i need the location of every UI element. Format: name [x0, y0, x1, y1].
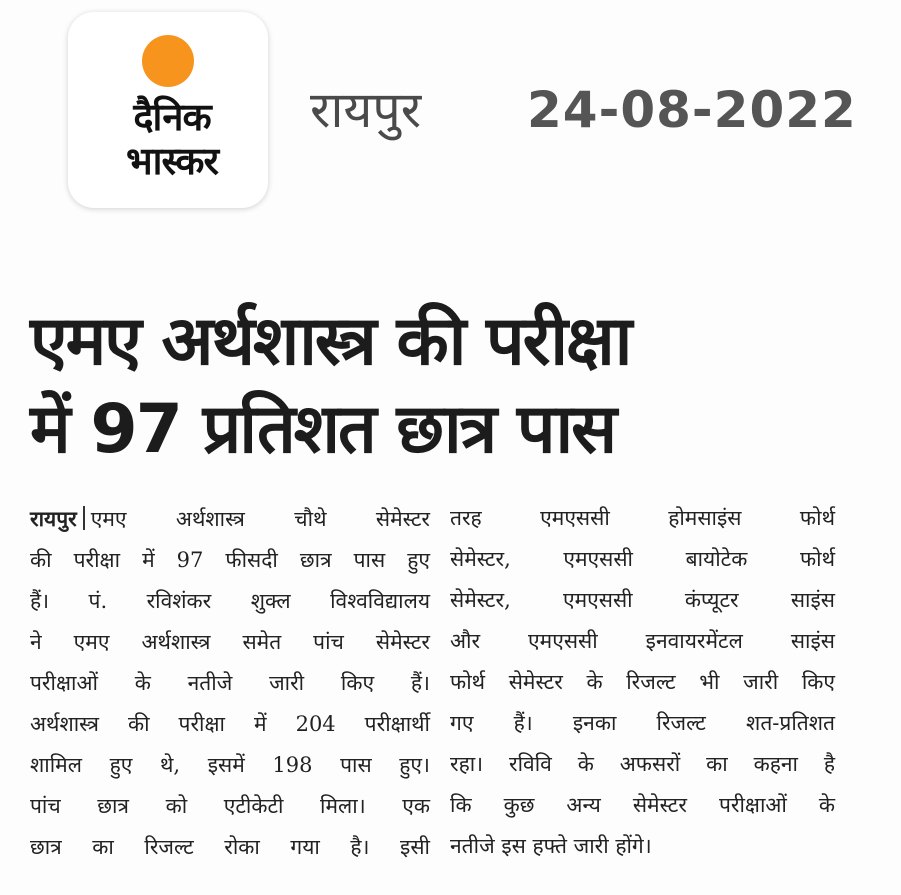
article-line: सेमेस्टर, एमएससी कंप्यूटर साइंस — [450, 588, 835, 612]
article-dateline: रायपुर — [30, 506, 77, 531]
article-line: फोर्थ सेमेस्टर के रिजल्ट भी जारी किए — [450, 670, 835, 694]
article-line: हैं। पं. रविशंकर शुक्ल विश्वविद्यालय — [30, 589, 430, 613]
article-line: सेमेस्टर, एमएससी बायोटेक फोर्थ — [450, 547, 835, 571]
article-line-text: एमए अर्थशास्त्र चौथे सेमेस्टर — [90, 507, 430, 531]
logo-text-line1: दैनिक — [133, 95, 211, 139]
article-line: शामिल हुए थे, इसमें 198 पास हुए। — [30, 753, 430, 777]
article-line: नतीजे इस हफ्ते जारी होंगे। — [450, 834, 652, 858]
headline-line2: में 97 प्रतिशत छात्र पास — [30, 390, 616, 469]
sun-icon — [142, 35, 194, 87]
article-line: अर्थशास्त्र की परीक्षा में 204 परीक्षार्थी — [30, 712, 430, 736]
article-line: छात्र का रिजल्ट रोका गया है। इसी — [30, 835, 430, 859]
article-line: गए हैं। इनका रिजल्ट शत-प्रतिशत — [450, 711, 835, 735]
article-line: परीक्षाओं के नतीजे जारी किए हैं। — [30, 671, 430, 695]
article-line: और एमएससी इनवायरमेंटल साइंस — [450, 629, 835, 653]
header-date: 24-08-2022 — [527, 81, 857, 139]
headline-line1: एमए अर्थशास्त्र की परीक्षा — [30, 302, 631, 381]
article-line: ने एमए अर्थशास्त्र समेत पांच सेमेस्टर — [30, 630, 430, 654]
article-line: पांच छात्र को एटीकेटी मिला। एक — [30, 794, 430, 818]
article-line: तरह एमएससी होमसाइंस फोर्थ — [450, 506, 835, 530]
headline — [30, 298, 870, 474]
article-right-column — [450, 498, 835, 867]
header-city: रायपुर — [310, 81, 422, 139]
article-line — [30, 498, 430, 540]
logo-text-line2: भास्कर — [125, 139, 219, 183]
article-left-column — [30, 498, 430, 868]
dateline-separator — [83, 506, 85, 530]
article-line: की परीक्षा में 97 फीसदी छात्र पास हुए — [30, 548, 430, 572]
article-line: रहा। रविवि के अफसरों का कहना है — [450, 752, 835, 776]
article-line: कि कुछ अन्य सेमेस्टर परीक्षाओं के — [450, 793, 835, 817]
